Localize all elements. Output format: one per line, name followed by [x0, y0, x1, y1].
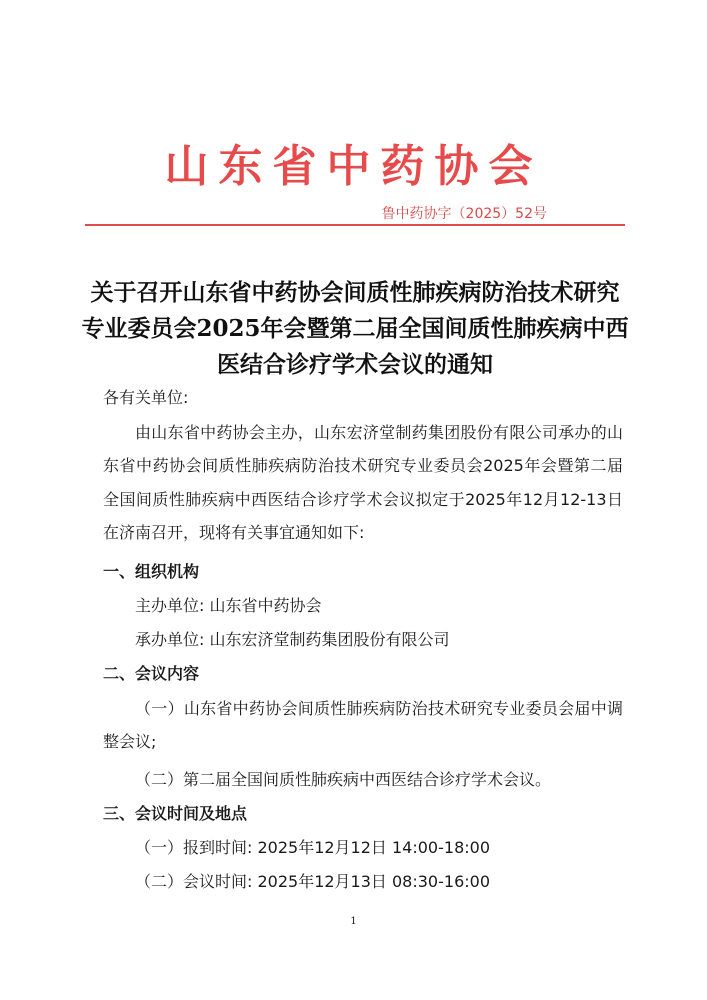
page-number: 1 — [350, 916, 357, 927]
salutation: 各有关单位: — [103, 388, 189, 407]
notice-body — [103, 382, 623, 900]
title-line-3: 医结合诊疗学术会议的通知 — [217, 351, 493, 378]
org-letterhead: 山东省中药协会 — [164, 141, 543, 192]
title-line-2: 专业委员会2025年会暨第二届全国间质性肺疾病中西 — [81, 315, 629, 342]
organizer-unit: 承办单位: 山东宏济堂制药集团股份有限公司 — [135, 629, 450, 649]
section-heading-time: 三、会议时间及地点 — [103, 804, 248, 824]
time-item-1: （一）报到时间: 2025年12月12日 14:00-18:00 — [135, 838, 490, 858]
notice-title — [70, 275, 640, 383]
content-item-2: （二）第二届全国间质性肺疾病中西医结合诊疗学术会议。 — [135, 770, 552, 790]
letterhead-divider — [85, 224, 625, 226]
title-line-1: 关于召开山东省中药协会间质性肺疾病防治技术研究 — [90, 279, 620, 306]
host-unit: 主办单位: 山东省中药协会 — [135, 595, 322, 615]
document-number: 鲁中药协字（2025）52号 — [381, 206, 547, 222]
time-item-2: （二）会议时间: 2025年12月13日 08:30-16:00 — [135, 872, 490, 892]
content-item-1: （一）山东省中药协会间质性肺疾病防治技术研究专业委员会届中调整会议; — [103, 698, 623, 752]
intro-paragraph: 由山东省中药协会主办，山东宏济堂制药集团股份有限公司承办的山东省中药协会间质性肺疾病防治技术研究专业委员会2025年会暨第二届全国间质性肺疾病中西医结合诊疗学术会议拟定于2025年12月12-13日在济南召开，现将有关事宜通知如下: — [103, 423, 623, 543]
section-heading-org: 一、组织机构 — [103, 561, 200, 581]
section-heading-content: 二、会议内容 — [103, 663, 200, 683]
